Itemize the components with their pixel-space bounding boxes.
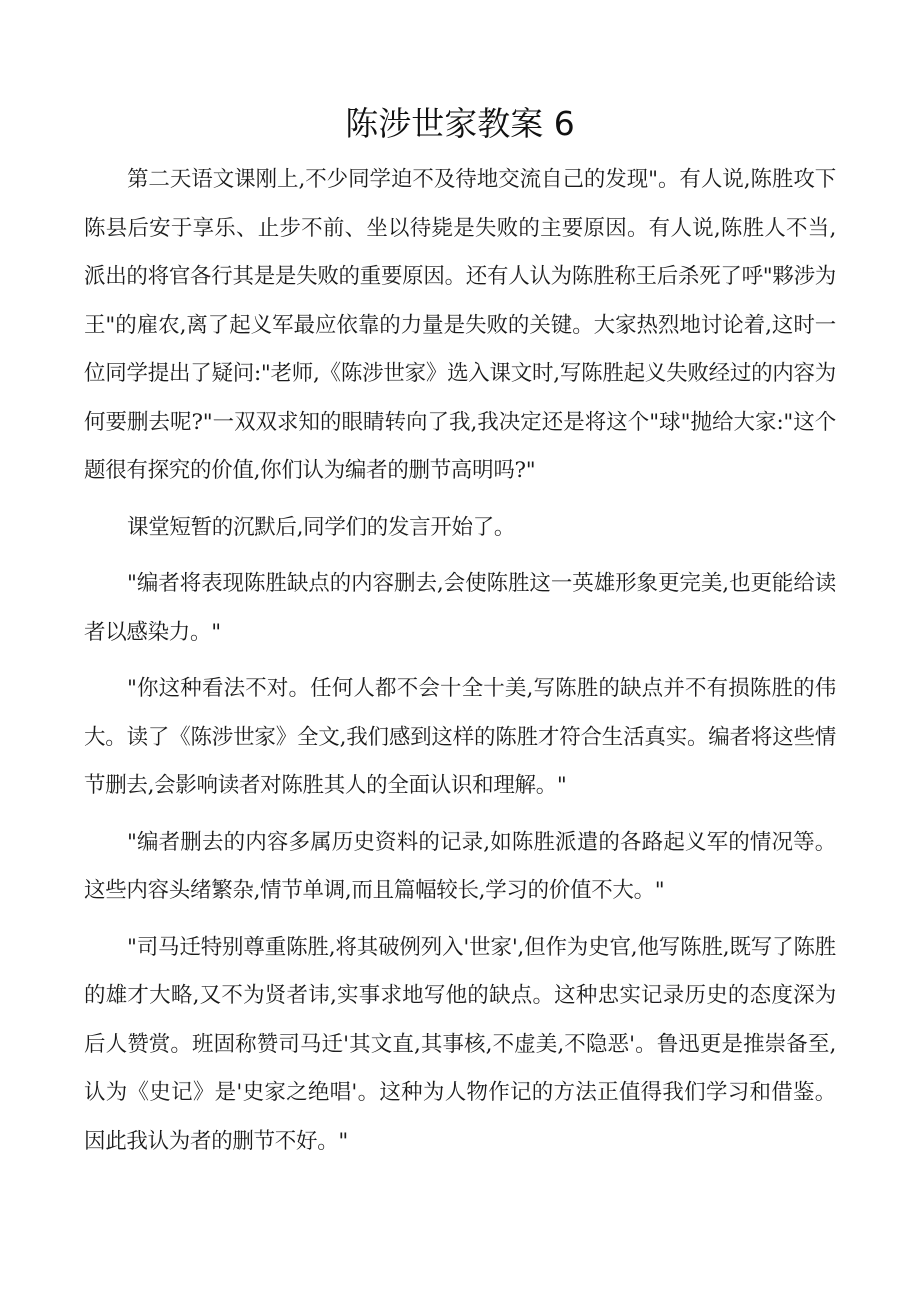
paragraph-3: "编者将表现陈胜缺点的内容删去,会使陈胜这一英雄形象更完美,也更能给读者以感染力。" xyxy=(84,571,836,645)
paragraph-2: 课堂短暂的沉默后,同学们的发言开始了。 xyxy=(127,514,516,540)
document-body xyxy=(84,156,836,1174)
paragraph-4: "你这种看法不对。任何人都不会十全十美,写陈胜的缺点并不有损陈胜的伟大。读了《陈涉世家》全文,我们感到这样的陈胜才符合生活真实。编者将这些情节删去,会影响读者对陈胜其人的全面认识和理解。" xyxy=(84,676,836,798)
document-title: 陈涉世家教案 6 xyxy=(345,104,575,143)
paragraph-6: "司马迁特别尊重陈胜,将其破例列入'世家',但作为史官,他写陈胜,既写了陈胜的雄才大略,又不为贤者讳,实事求地写他的缺点。这种忠实记录历史的态度深为后人赞赏。班固称赞司马迁'其文直,其事核,不虚美,不隐恶'。鲁迅更是推崇备至,认为《史记》是'史家之绝唱'。这种为人物作记的方法正值得我们学习和借鉴。因此我认为者的删节不好。" xyxy=(84,934,836,1154)
paragraph-1: 第二天语文课刚上,不少同学迫不及待地交流自己的发现"。有人说,陈胜攻下陈县后安于享乐、止步不前、坐以待毙是失败的主要原因。有人说,陈胜人不当,派出的将官各行其是是失败的重要原因。还有人认为陈胜称王后杀死了呼"夥涉为王"的雇农,离了起义军最应依靠的力量是失败的关键。大家热烈地讨论着,这时一位同学提出了疑问:"老师,《陈涉世家》选入课文时,写陈胜起义失败经过的内容为何要删去呢?"一双双求知的眼睛转向了我,我决定还是将这个"球"抛给大家:"这个题很有探究的价值,你们认为编者的删节高明吗?" xyxy=(84,167,836,483)
paragraph-5: "编者删去的内容多属历史资料的记录,如陈胜派遣的各路起义军的情况等。这些内容头绪繁杂,情节单调,而且篇幅较长,学习的价值不大。" xyxy=(84,829,836,903)
